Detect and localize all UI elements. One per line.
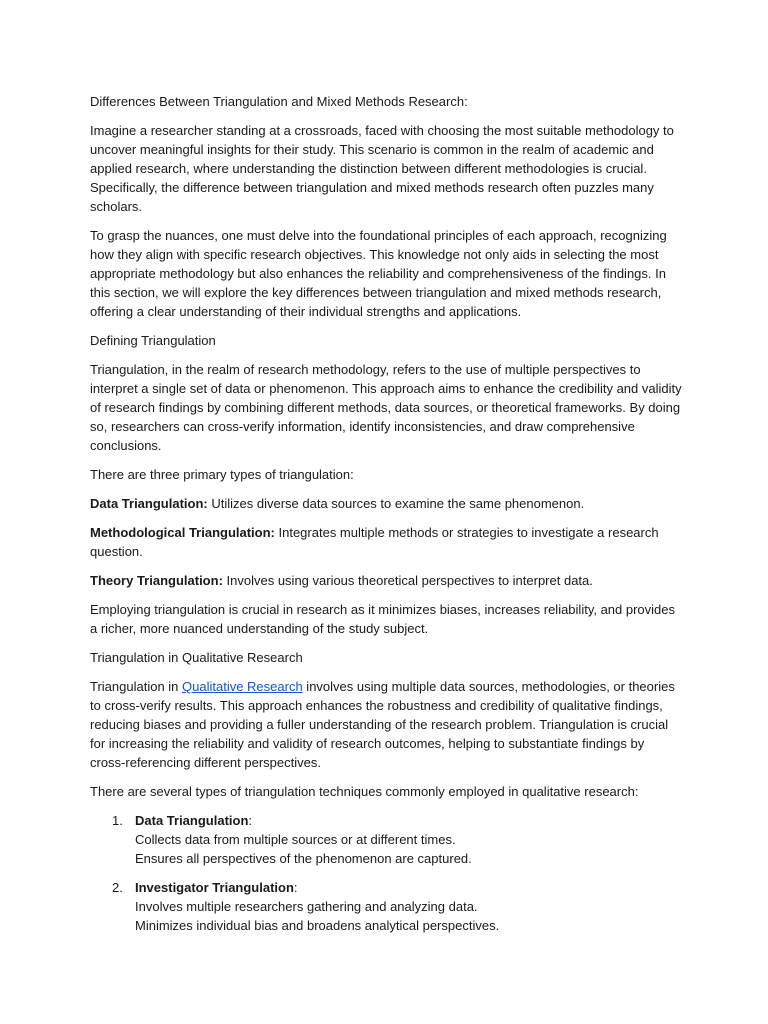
list-item-line: Minimizes individual bias and broadens analytical perspectives. xyxy=(135,918,500,933)
list-item-label: Data Triangulation xyxy=(135,813,249,828)
qualitative-text-after: involves using multiple data sources, methodologies, or theories to cross-verify results. This approach enhances the robustness and credibility of qualitative findings, reducing biases and providing a fuller understanding of the research problem. Triangulation is crucial for increasing the reliability and validity of research outcomes, helping to substantiate findings by cross-referencing different perspectives. xyxy=(90,679,675,770)
type-item xyxy=(90,571,682,590)
qualitative-research-link[interactable]: Qualitative Research xyxy=(182,679,303,694)
list-item-suffix: : xyxy=(248,813,253,828)
list-item xyxy=(90,811,682,868)
type-item xyxy=(90,523,682,561)
type-label: Data Triangulation: xyxy=(90,496,208,511)
type-text: Integrates multiple methods or strategies to investigate a research question. xyxy=(90,525,659,559)
section-heading-qualitative: Triangulation in Qualitative Research xyxy=(90,650,303,665)
list-item-line: Involves multiple researchers gathering and analyzing data. xyxy=(135,899,478,914)
document-heading: Differences Between Triangulation and Mixed Methods Research: xyxy=(90,94,468,109)
qualitative-paragraph xyxy=(90,677,682,772)
type-text: Utilizes diverse data sources to examine the same phenomenon. xyxy=(207,496,585,511)
qualitative-text-before: Triangulation in xyxy=(90,679,183,694)
type-item xyxy=(90,494,682,513)
list-item-label: Investigator Triangulation xyxy=(135,880,294,895)
list-item-suffix: : xyxy=(293,880,298,895)
defining-paragraph: Triangulation, in the realm of research methodology, refers to the use of multiple perspectives to interpret a single set of data or phenomenon. This approach aims to enhance the credibility and validity of research findings by combining different methods, data sources, or theoretical frameworks. By doing so, researchers can cross-verify information, identify inconsistencies, and draw comprehensive conclusions. xyxy=(90,362,682,453)
types-intro: There are three primary types of triangulation: xyxy=(90,467,354,482)
list-item xyxy=(90,878,682,935)
section-heading-defining-triangulation: Defining Triangulation xyxy=(90,333,216,348)
type-label: Theory Triangulation: xyxy=(90,573,223,588)
type-label: Methodological Triangulation: xyxy=(90,525,275,540)
intro-paragraph-1: Imagine a researcher standing at a crossroads, faced with choosing the most suitable methodology to uncover meaningful insights for their study. This scenario is common in the realm of academic and applied research, where understanding the distinction between different methodologies is crucial. Specifically, the difference between triangulation and mixed methods research often puzzles many scholars. xyxy=(90,123,674,214)
list-item-title xyxy=(135,811,682,830)
list-item-line: Ensures all perspectives of the phenomenon are captured. xyxy=(135,851,472,866)
type-text: Involves using various theoretical perspectives to interpret data. xyxy=(222,573,593,588)
list-item-title xyxy=(135,878,682,897)
intro-paragraph-2: To grasp the nuances, one must delve into the foundational principles of each approach, recognizing how they align with specific research objectives. This knowledge not only aids in selecting the most appropriate methodology but also enhances the reliability and comprehensiveness of the findings. In this section, we will explore the key differences between triangulation and mixed methods research, offering a clear understanding of their individual strengths and applications. xyxy=(90,228,667,319)
techniques-list xyxy=(90,811,682,935)
employing-paragraph: Employing triangulation is crucial in research as it minimizes biases, increases reliability, and provides a richer, more nuanced understanding of the study subject. xyxy=(90,602,676,636)
techniques-intro: There are several types of triangulation techniques commonly employed in qualitative research: xyxy=(90,784,639,799)
list-item-number: 1. xyxy=(112,813,123,828)
list-item-number: 2. xyxy=(112,880,123,895)
document-body xyxy=(90,92,682,945)
list-item-line: Collects data from multiple sources or at different times. xyxy=(135,832,456,847)
